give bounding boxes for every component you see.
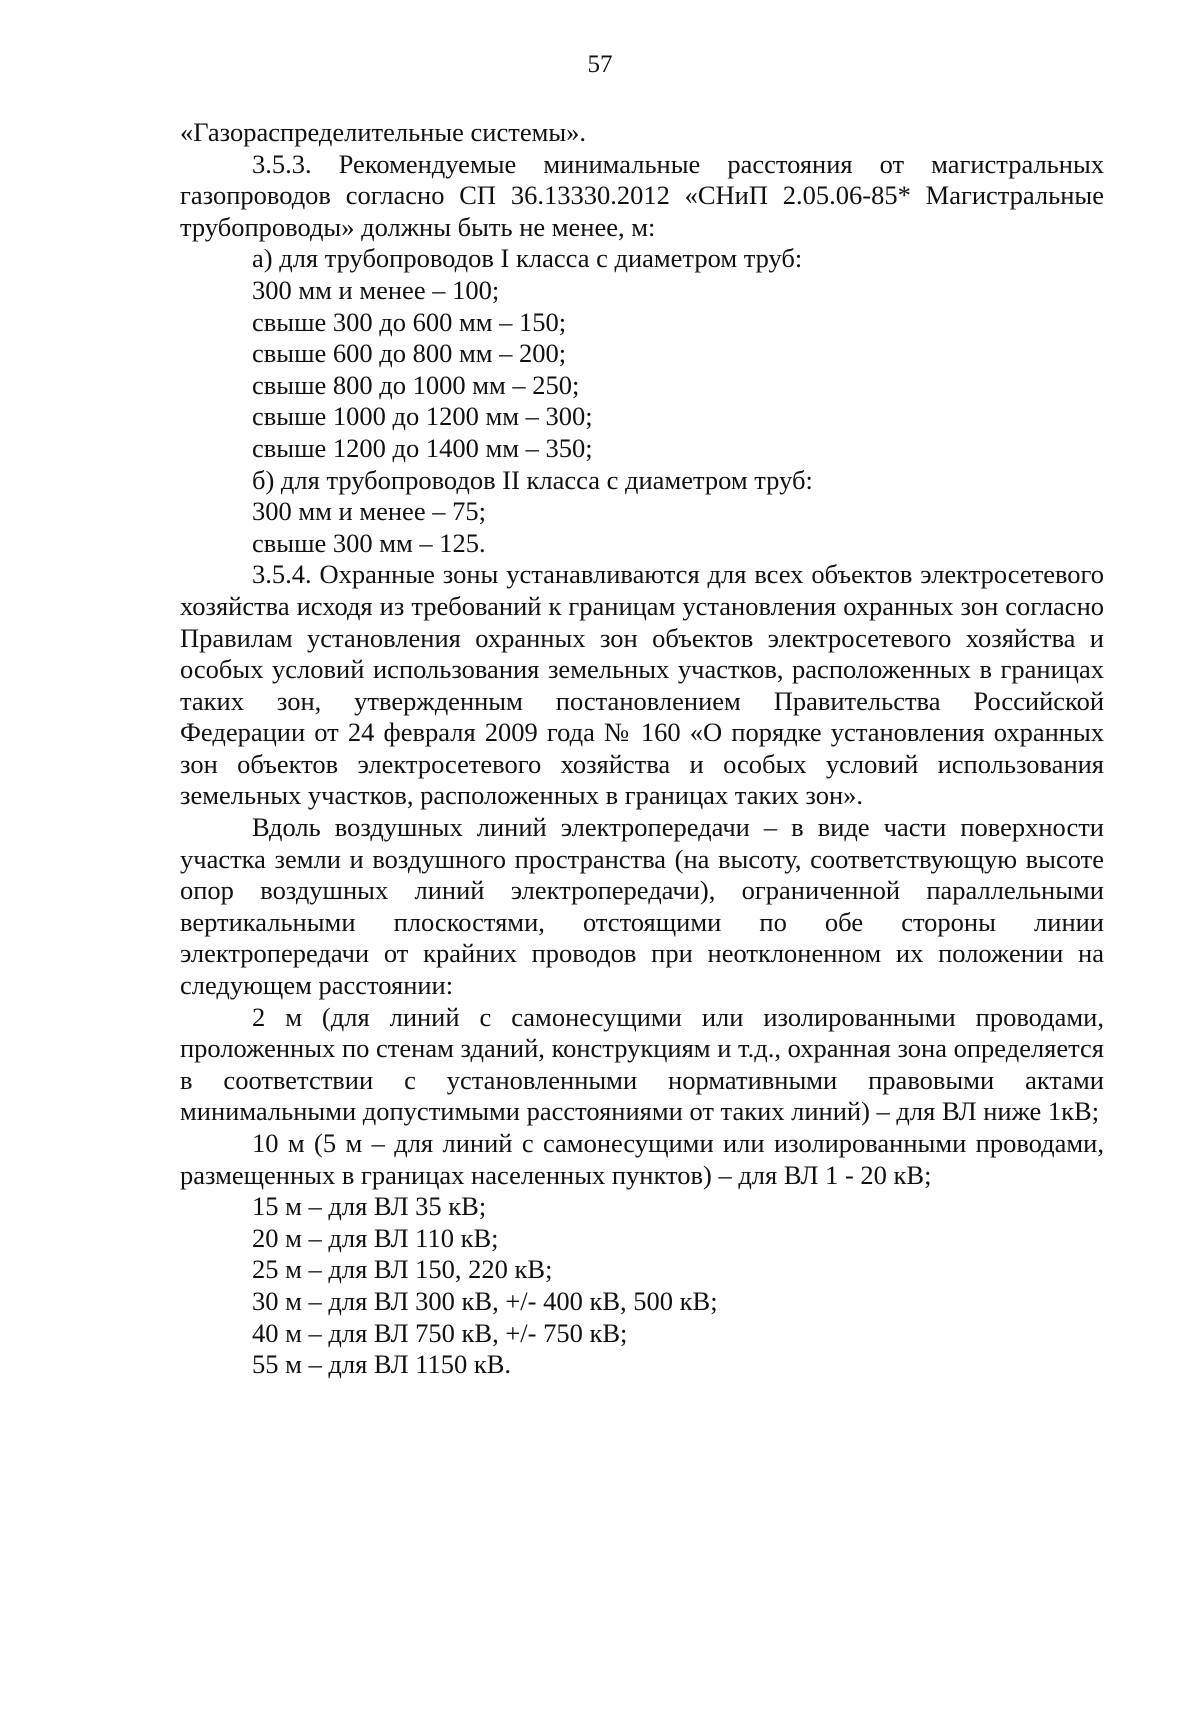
list-item: свыше 300 мм – 125. bbox=[252, 527, 486, 558]
paragraph-overhead-lines: Вдоль воздушных линий электропередачи – в виде части поверхности участка земли и воздушного пространства (на высоту, соответствующую высоте опор воздушных линий электропередачи), ограниченной параллельными вертикальными плоскостями, отстоящими по обе стороны линии электропередачи от крайних проводов при неотклоненном их положении на следующем расстоянии: bbox=[180, 812, 1104, 1001]
list-item: 55 м – для ВЛ 1150 кВ. bbox=[252, 1349, 511, 1380]
list-item: б) для трубопроводов II класса с диаметром труб: bbox=[252, 464, 813, 495]
list-item: 300 мм и менее – 75; bbox=[252, 496, 486, 527]
list-item: свыше 1000 до 1200 мм – 300; bbox=[252, 401, 593, 432]
paragraph-3-5-3: 3.5.3. Рекомендуемые минимальные расстояния от магистральных газопроводов согласно СП 36.13330.2012 «СНиП 2.05.06-85* Магистральные трубопроводы» должны быть не менее, м: bbox=[180, 148, 1104, 242]
list-item: 40 м – для ВЛ 750 кВ, +/- 750 кВ; bbox=[252, 1317, 628, 1348]
list-item: 30 м – для ВЛ 300 кВ, +/- 400 кВ, 500 кВ; bbox=[252, 1285, 718, 1316]
paragraph-gas-systems-title: «Газораспределительные системы». bbox=[180, 117, 587, 147]
document-body bbox=[180, 117, 1104, 1381]
paragraph-2m-zone: 2 м (для линий с самонесущими или изолированными проводами, проложенных по стенам зданий, конструкциям и т.д., охранная зона определяется в соответствии с установленными нормативными правовыми актами минимальными допустимыми расстояниями от таких линий) – для ВЛ ниже 1кВ; bbox=[180, 1001, 1104, 1127]
list-item: 20 м – для ВЛ 110 кВ; bbox=[252, 1222, 499, 1253]
list-item: свыше 300 до 600 мм – 150; bbox=[252, 306, 567, 337]
paragraph-10m-zone: 10 м (5 м – для линий с самонесущими или изолированными проводами, размещенных в границах населенных пунктов) – для ВЛ 1 - 20 кВ; bbox=[180, 1128, 1104, 1190]
list-item: свыше 1200 до 1400 мм – 350; bbox=[252, 432, 593, 463]
list-item: свыше 600 до 800 мм – 200; bbox=[252, 338, 567, 369]
list-item: а) для трубопроводов I класса с диаметром труб: bbox=[252, 243, 803, 274]
list-item: 15 м – для ВЛ 35 кВ; bbox=[252, 1191, 487, 1222]
paragraph-3-5-4: 3.5.4. Охранные зоны устанавливаются для всех объектов электросетевого хозяйства исходя из требований к границам установления охранных зон согласно Правилам установления охранных зон объектов электросетевого хозяйства и особых условий использования земельных участков, расположенных в границах таких зон, утвержденным постановлением Правительства Российской Федерации от 24 февраля 2009 года № 160 «О порядке установления охранных зон объектов электросетевого хозяйства и особых условий использования земельных участков, расположенных в границах таких зон». bbox=[180, 559, 1104, 811]
list-item: 25 м – для ВЛ 150, 220 кВ; bbox=[252, 1254, 553, 1285]
list-item: свыше 800 до 1000 мм – 250; bbox=[252, 369, 580, 400]
page-number: 57 bbox=[587, 51, 613, 78]
list-item: 300 мм и менее – 100; bbox=[252, 274, 500, 305]
